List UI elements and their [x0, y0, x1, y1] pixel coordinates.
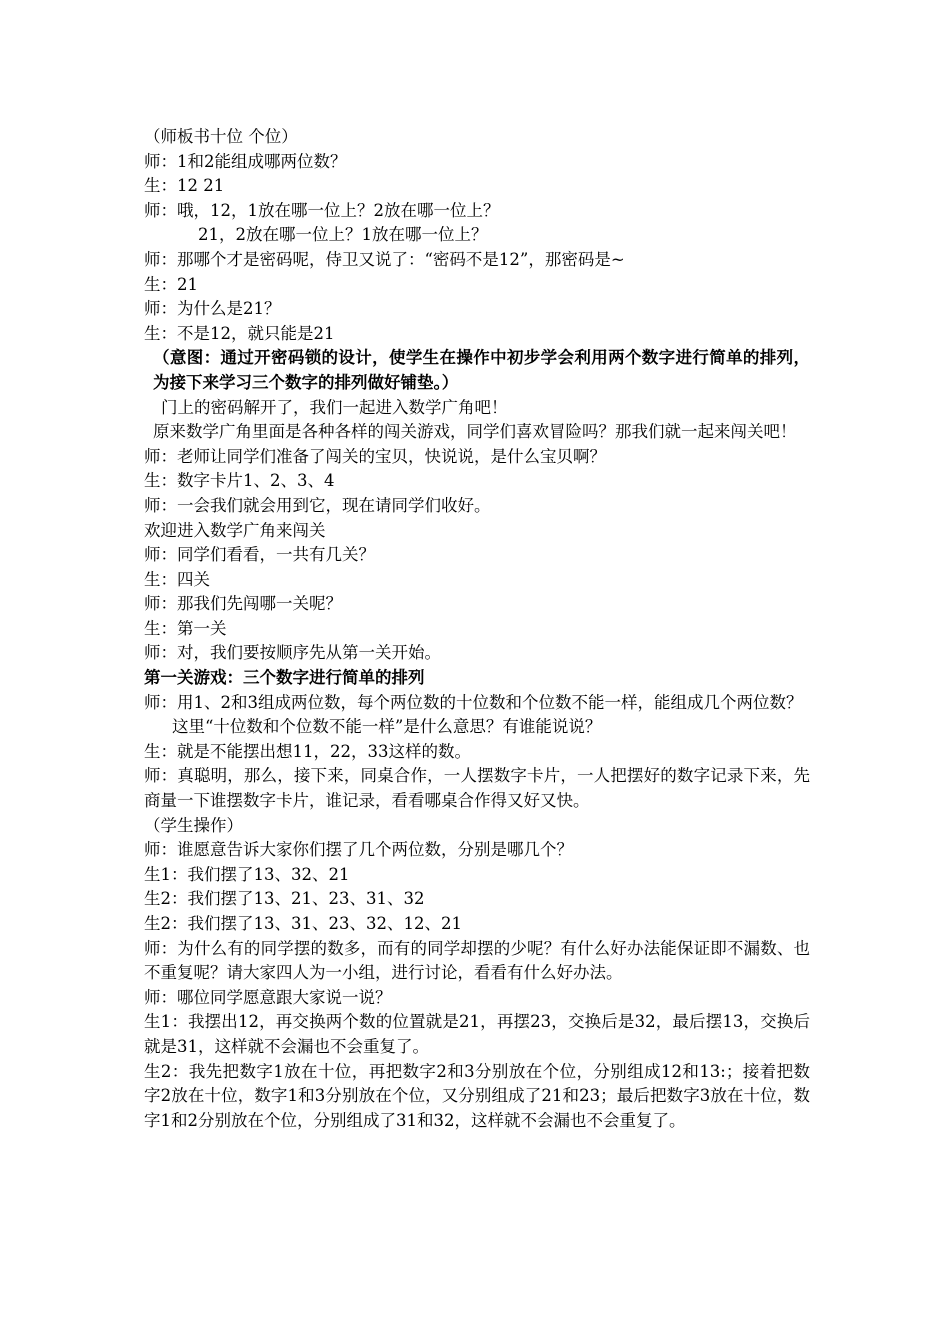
paragraph-teacher-question: 师：1和2能组成哪两位数？: [144, 151, 347, 171]
paragraph-teacher-question: 师：老师让同学们准备了闯关的宝贝，快说说，是什么宝贝啊？: [144, 446, 606, 466]
paragraph-teacher-question: 师：为什么有的同学摆的数多，而有的同学却摆的少呢？有什么好办法能保证即不漏数、也不重复呢？请大家四人为一小组，进行讨论，看看有什么好办法。: [144, 938, 810, 983]
paragraph-student-answer: 生：不是12，就只能是21: [144, 323, 335, 343]
paragraph-narration: 门上的密码解开了，我们一起进入数学广角吧！: [161, 397, 508, 417]
paragraph-student-answer: 生：12 21: [144, 176, 225, 196]
paragraph-teacher-question: 这里“十位数和个位数不能一样”是什么意思？有谁能说说？: [172, 717, 602, 737]
paragraph-teacher-question: 师：为什么是21？: [144, 299, 281, 319]
paragraph-teacher-password: 师：那哪个才是密码呢，侍卫又说了：“密码不是12”，那密码是~: [144, 249, 625, 269]
paragraph-student-answer: 生：第一关: [144, 618, 227, 638]
paragraph-intent-note: （意图：通过开密码锁的设计，使学生在操作中初步学会利用两个数字进行简单的排列，为接下来学习三个数字的排列做好铺垫。）: [153, 348, 810, 392]
paragraph-student-answer: 生2：我们摆了13、31、23、32、12、21: [144, 914, 462, 933]
paragraph-student-answer: 生：就是不能摆出想11，22，33这样的数。: [144, 741, 471, 761]
paragraph-teacher-question: 师：用1、2和3组成两位数，每个两位数的十位数和个位数不能一样，能组成几个两位数？: [144, 692, 803, 712]
paragraph-teacher-instruction: 师：真聪明，那么，接下来，同桌合作，一人摆数字卡片，一人把摆好的数字记录下来，先商量一下谁摆数字卡片，谁记录，看看哪桌合作得又好又快。: [144, 766, 810, 811]
paragraph-teacher-question: 师：谁愿意告诉大家你们摆了几个两位数，分别是哪几个？: [144, 840, 573, 860]
paragraph-student-answer: 生1：我摆出12，再交换两个数的位置就是21，再摆23，交换后是32，最后摆13，交换后就是31，这样就不会漏也不会重复了。: [144, 1012, 810, 1056]
paragraph-student-answer: 生2：我先把数字1放在十位，再把数字2和3分别放在个位，分别组成12和13:；接着把数字2放在十位，数字1和3分别放在个位，又分别组成了21和23；最后把数字3放在十位，数字1和2分别放在个位，分别组成了31和32，这样就不会漏也不会重复了。: [144, 1061, 810, 1130]
paragraph-student-answer: 生：数字卡片1、2、3、4: [144, 471, 335, 491]
paragraph-teacher-question: 师：那我们先闯哪一关呢？: [144, 594, 342, 614]
paragraph-teacher-question: 师：哪位同学愿意跟大家说一说？: [144, 987, 392, 1007]
paragraph-student-answer: 生1：我们摆了13、32、21: [144, 864, 350, 884]
paragraph-board-note: （师板书十位 个位）: [144, 127, 298, 146]
paragraph-narration: 欢迎进入数学广角来闯关: [144, 520, 326, 540]
paragraph-student-answer: 生：21: [144, 274, 198, 294]
paragraph-student-answer: 生：四关: [144, 569, 210, 589]
paragraph-activity-note: （学生操作）: [144, 815, 243, 835]
paragraph-teacher-instruction: 师：一会我们就会用到它，现在请同学们收好。: [144, 495, 491, 515]
section-heading: 第一关游戏：三个数字进行简单的排列: [144, 668, 425, 688]
document-body: [144, 125, 810, 1133]
paragraph-student-answer: 生2：我们摆了13、21、23、31、32: [144, 889, 425, 909]
paragraph-teacher-question: 师：同学们看看，一共有几关？: [144, 545, 375, 565]
paragraph-teacher-question: 师：哦，12，1放在哪一位上？2放在哪一位上？: [144, 200, 500, 220]
paragraph-teacher-followup: 21，2放在哪一位上？1放在哪一位上？: [198, 225, 488, 245]
paragraph-narration: 原来数学广角里面是各种各样的闯关游戏，同学们喜欢冒险吗？那我们就一起来闯关吧！: [153, 422, 797, 442]
paragraph-teacher-statement: 师：对，我们要按顺序先从第一关开始。: [144, 643, 441, 663]
